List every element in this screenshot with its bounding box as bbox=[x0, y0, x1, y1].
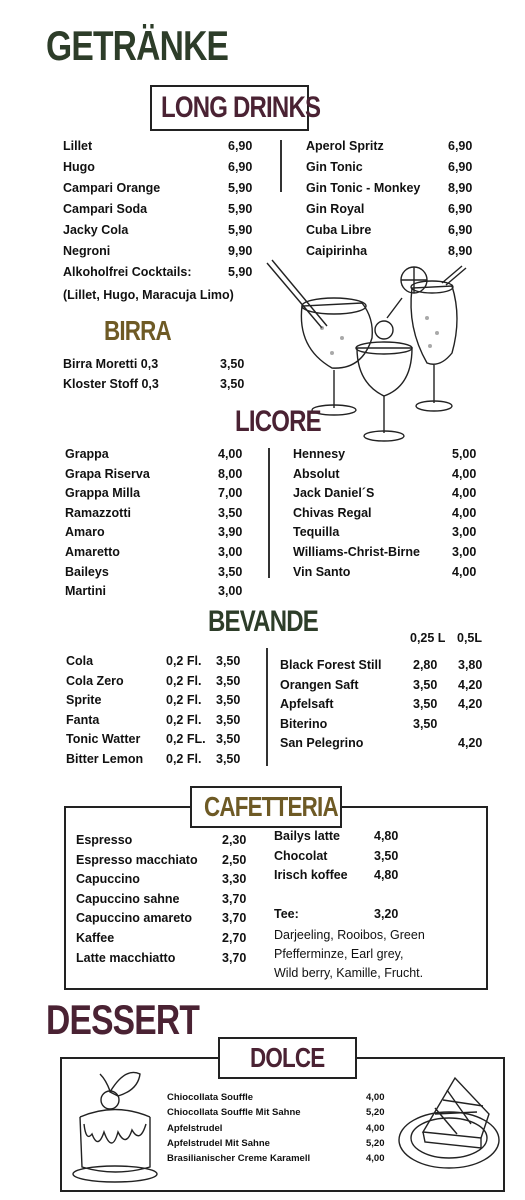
cafe-item-price: 3,70 bbox=[222, 950, 247, 965]
long-drink-item-price: 6,90 bbox=[448, 223, 473, 237]
cafe-item-name: Espresso macchiato bbox=[76, 852, 198, 867]
licore-item-name: Amaretto bbox=[65, 545, 120, 559]
tea-line-3: Wild berry, Kamille, Frucht. bbox=[274, 966, 424, 980]
licore-item-name: Hennesy bbox=[293, 447, 346, 461]
bevande-item-size: 0,2 Fl. bbox=[166, 654, 202, 668]
long-drink-item-name: Jacky Cola bbox=[63, 223, 129, 237]
dolce-item-price: 5,20 bbox=[366, 1137, 385, 1149]
licore-item-name: Williams-Christ-Birne bbox=[293, 545, 420, 559]
bevande-item-price: 3,50 bbox=[216, 732, 241, 747]
bevande-item-size: 0,2 Fl. bbox=[166, 693, 202, 708]
tea-label: Tee: bbox=[274, 907, 299, 921]
licore-item-name: Amaro bbox=[65, 525, 105, 540]
bevande-col-small: 0,25 L bbox=[410, 631, 446, 645]
cafe-item-price: 2,70 bbox=[222, 931, 247, 945]
birra-item-name: Kloster Stoff 0,3 bbox=[63, 377, 159, 391]
licore-item-price: 4,00 bbox=[452, 486, 477, 501]
licore-item-price: 8,00 bbox=[218, 466, 243, 481]
bevande-item-name: Cola Zero bbox=[66, 673, 124, 688]
long-drink-item-price: 8,90 bbox=[448, 181, 473, 195]
dolce-item-name: Brasilianischer Creme Karamell bbox=[167, 1153, 311, 1165]
cafe-item-price: 2,30 bbox=[222, 833, 247, 847]
licore-item-name: Grappa Milla bbox=[65, 486, 141, 501]
cafe-item-price: 3,30 bbox=[222, 872, 247, 887]
cafe-item-name: Bailys latte bbox=[274, 829, 341, 843]
long-drink-item-name: Lillet bbox=[63, 139, 93, 153]
dessert-title: DESSERT bbox=[46, 996, 200, 1043]
licore-item-price: 4,00 bbox=[218, 447, 243, 461]
long-drink-item-price: 6,90 bbox=[448, 160, 473, 174]
long-drinks-box bbox=[150, 85, 321, 131]
licore-item-name: Martini bbox=[65, 584, 106, 599]
licore-item-price: 3,00 bbox=[452, 525, 477, 540]
bevande-item-price-large: 4,20 bbox=[458, 677, 483, 692]
licore-item-price: 4,00 bbox=[452, 564, 477, 579]
tea-line-2: Pfefferminze, Earl grey, bbox=[274, 947, 404, 961]
bevande-item-name: Bitter Lemon bbox=[66, 752, 144, 766]
licore-item-price: 3,90 bbox=[218, 525, 243, 540]
tea-line-1: Darjeeling, Rooibos, Green bbox=[274, 928, 425, 942]
page-title: GETRÄNKE bbox=[46, 22, 229, 69]
cafe-item-name: Irisch koffee bbox=[274, 868, 348, 883]
licore-item-name: Absolut bbox=[293, 466, 340, 481]
cafetteria-title: CAFETTERIA bbox=[204, 791, 338, 822]
dolce-item-price: 4,00 bbox=[366, 1092, 385, 1103]
long-drinks-title: LONG DRINKS bbox=[161, 91, 321, 124]
cafe-item-price: 3,50 bbox=[374, 848, 399, 863]
dolce-item-name: Apfelstrudel Mit Sahne bbox=[167, 1137, 270, 1149]
long-drink-item-name: Gin Royal bbox=[306, 202, 365, 216]
long-drink-item-price: 6,90 bbox=[228, 139, 253, 153]
bevande-item-name: San Pelegrino bbox=[280, 736, 364, 751]
dolce-item-price: 5,20 bbox=[366, 1107, 385, 1119]
bevande-item-name: Biterino bbox=[280, 716, 328, 731]
licore-item-price: 3,00 bbox=[452, 545, 477, 559]
bevande-item-name: Sprite bbox=[66, 693, 102, 708]
long-drink-item-price: 5,90 bbox=[228, 265, 253, 279]
long-drink-item-name: Aperol Spritz bbox=[306, 139, 384, 153]
long-drink-item-name: Negroni bbox=[63, 244, 111, 258]
long-drink-item-name: Caipirinha bbox=[306, 244, 368, 258]
long-drink-item-price: 5,90 bbox=[228, 202, 253, 216]
licore-item-name: Ramazzotti bbox=[65, 505, 131, 520]
cafe-item-price: 4,80 bbox=[374, 868, 399, 883]
licore-item-name: Baileys bbox=[65, 564, 109, 579]
bevande-item-price: 3,50 bbox=[216, 654, 241, 668]
tea-price: 3,20 bbox=[374, 907, 399, 921]
cafe-item-name: Latte macchiatto bbox=[76, 950, 176, 965]
cafe-item-price: 4,80 bbox=[374, 829, 399, 843]
long-drinks-divider bbox=[280, 140, 282, 192]
licore-item-price: 3,00 bbox=[218, 545, 243, 559]
long-drink-item-name: Gin Tonic bbox=[306, 160, 363, 174]
birra-title: BIRRA bbox=[104, 315, 171, 346]
cafe-item-name: Capuccino amareto bbox=[76, 911, 193, 926]
long-drinks-note: (Lillet, Hugo, Maracuja Limo) bbox=[63, 288, 234, 302]
licore-item-price: 3,00 bbox=[218, 584, 243, 599]
bevande-item-size: 0,2 Fl. bbox=[166, 712, 202, 727]
bevande-item-price: 3,50 bbox=[216, 693, 241, 708]
bevande-item-size: 0,2 Fl. bbox=[166, 673, 202, 688]
cafe-item-name: Kaffee bbox=[76, 931, 115, 945]
bevande-item-name: Black Forest Still bbox=[280, 658, 382, 672]
cafe-item-name: Espresso bbox=[76, 833, 133, 847]
licore-item-price: 4,00 bbox=[452, 505, 477, 520]
long-drink-item-price: 8,90 bbox=[448, 244, 473, 258]
dolce-item-name: Chiocollata Souffle bbox=[167, 1092, 254, 1103]
cafetteria-label-box bbox=[190, 786, 342, 828]
dolce-item-price: 4,00 bbox=[366, 1153, 385, 1165]
bevande-title: BEVANDE bbox=[208, 605, 318, 638]
bevande-item-name: Orangen Saft bbox=[280, 677, 359, 692]
licore-title: LICORE bbox=[235, 405, 321, 438]
bevande-item-price: 3,50 bbox=[216, 752, 241, 766]
licore-item-price: 7,00 bbox=[218, 486, 243, 501]
licore-item-price: 3,50 bbox=[218, 564, 243, 579]
bevande-item-price-large: 4,20 bbox=[458, 697, 483, 712]
bevande-item-size: 0,2 Fl. bbox=[166, 752, 202, 766]
licore-divider bbox=[268, 448, 270, 578]
licore-item-name: Grapa Riserva bbox=[65, 466, 150, 481]
licore-item-name: Tequilla bbox=[293, 525, 340, 540]
licore-item-name: Chivas Regal bbox=[293, 505, 372, 520]
bevande-item-name: Apfelsaft bbox=[280, 697, 334, 712]
licore-item-name: Jack Daniel´S bbox=[293, 486, 375, 501]
cafe-item-price: 3,70 bbox=[222, 891, 247, 906]
cafe-item-price: 2,50 bbox=[222, 852, 247, 867]
long-drink-item-price: 6,90 bbox=[228, 160, 253, 174]
cafe-item-name: Capuccino bbox=[76, 872, 140, 887]
dolce-item-name: Apfelstrudel bbox=[167, 1122, 223, 1134]
dolce-label-box bbox=[218, 1037, 357, 1079]
dolce-title: DOLCE bbox=[250, 1042, 325, 1073]
birra-item-name: Birra Moretti 0,3 bbox=[63, 357, 159, 371]
long-drink-item-price: 5,90 bbox=[228, 181, 253, 195]
bevande-divider bbox=[266, 648, 268, 766]
bevande-item-price-small: 3,50 bbox=[413, 677, 438, 692]
pie-illustration bbox=[395, 1068, 503, 1178]
bevande-item-price-large: 4,20 bbox=[458, 736, 483, 751]
licore-item-price: 3,50 bbox=[218, 505, 243, 520]
bevande-item-name: Cola bbox=[66, 654, 94, 668]
licore-item-name: Vin Santo bbox=[293, 564, 351, 579]
long-drink-item-price: 6,90 bbox=[448, 139, 473, 153]
long-drink-item-price: 5,90 bbox=[228, 223, 253, 237]
bevande-item-price: 3,50 bbox=[216, 673, 241, 688]
bevande-item-size: 0,2 FL. bbox=[166, 732, 206, 747]
birra-item-price: 3,50 bbox=[220, 357, 245, 371]
cafe-item-price: 3,70 bbox=[222, 911, 247, 926]
long-drink-item-name: Gin Tonic - Monkey bbox=[306, 181, 421, 195]
bevande-item-price-large: 3,80 bbox=[458, 658, 483, 672]
cafe-item-name: Capuccino sahne bbox=[76, 891, 180, 906]
birra-item-price: 3,50 bbox=[220, 377, 245, 391]
bevande-item-price-small: 3,50 bbox=[413, 716, 438, 731]
dolce-item-name: Chiocollata Souffle Mit Sahne bbox=[167, 1107, 301, 1119]
bevande-item-name: Fanta bbox=[66, 712, 100, 727]
long-drink-item-price: 9,90 bbox=[228, 244, 253, 258]
long-drink-item-price: 6,90 bbox=[448, 202, 473, 216]
licore-item-price: 4,00 bbox=[452, 466, 477, 481]
licore-item-price: 5,00 bbox=[452, 447, 477, 461]
bevande-item-price-small: 2,80 bbox=[413, 658, 438, 672]
bevande-item-price: 3,50 bbox=[216, 712, 241, 727]
cake-illustration bbox=[70, 1062, 165, 1187]
bevande-col-large: 0,5L bbox=[457, 631, 483, 645]
long-drink-item-name: Campari Orange bbox=[63, 181, 161, 195]
cafe-item-name: Chocolat bbox=[274, 848, 328, 863]
long-drink-item-name: Hugo bbox=[63, 160, 95, 174]
long-drink-item-name: Cuba Libre bbox=[306, 223, 372, 237]
long-drink-item-name: Campari Soda bbox=[63, 202, 148, 216]
bevande-item-name: Tonic Watter bbox=[66, 732, 141, 747]
dolce-item-price: 4,00 bbox=[366, 1122, 385, 1134]
long-drink-item-name: Alkoholfrei Cocktails: bbox=[63, 265, 192, 279]
licore-item-name: Grappa bbox=[65, 447, 109, 461]
bevande-item-price-small: 3,50 bbox=[413, 697, 438, 712]
